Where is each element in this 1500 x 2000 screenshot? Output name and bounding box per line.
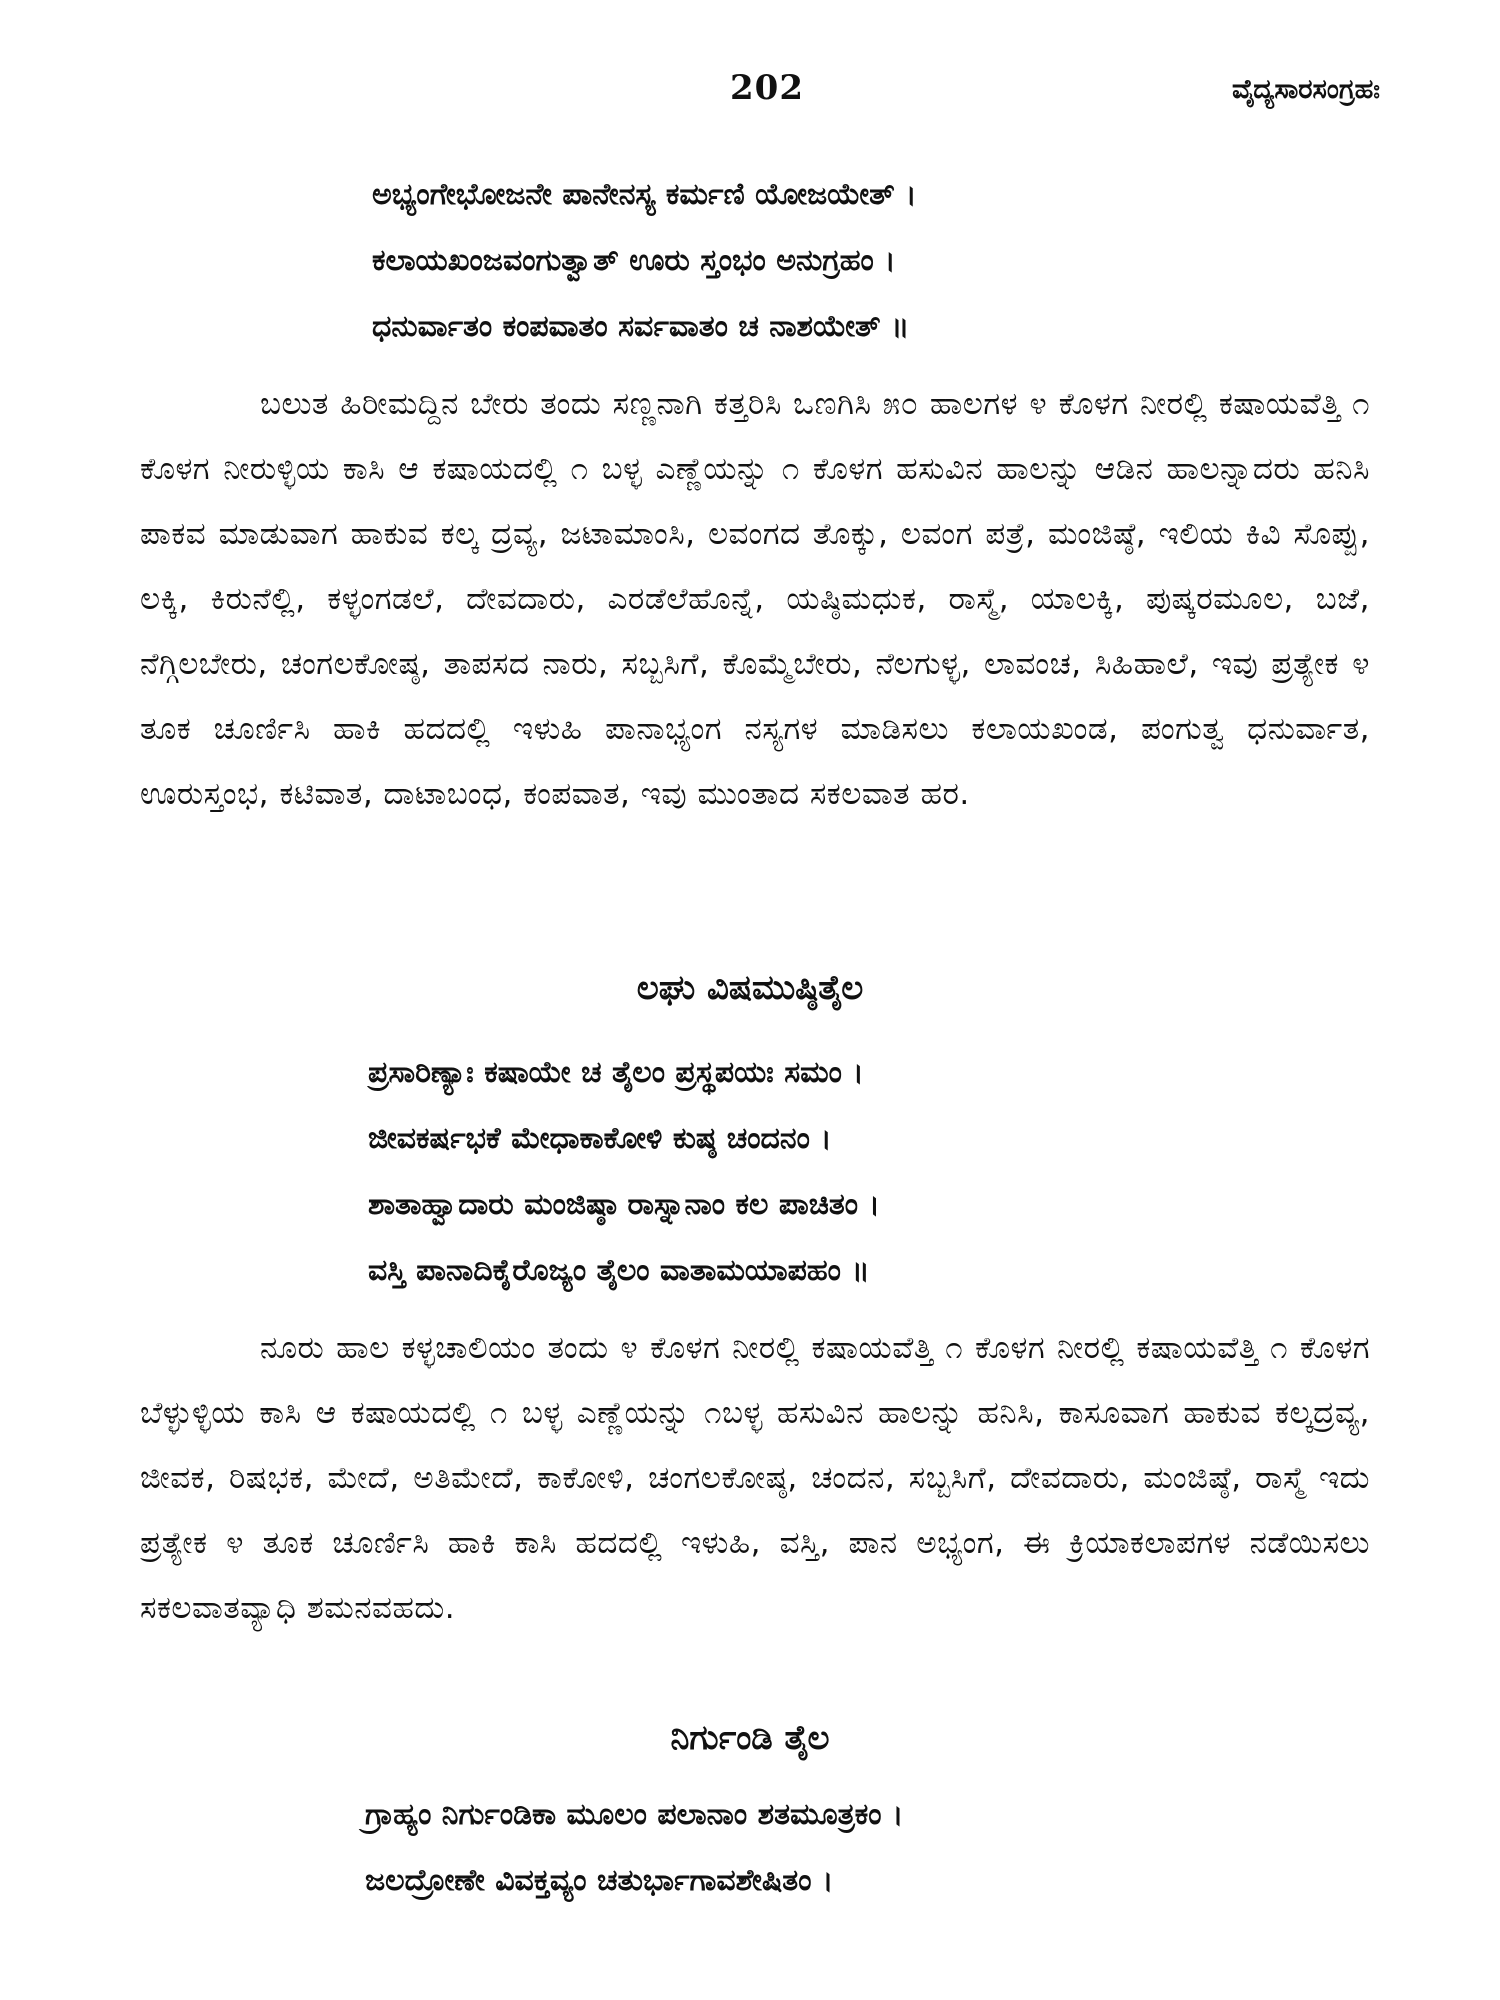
sanskrit-verse-2: [0, 1040, 1500, 1304]
sanskrit-verse-1: [0, 162, 1500, 360]
verse-line: ಶಾತಾಹ್ವಾದಾರು ಮಂಜಿಷ್ಠಾ ರಾಸ್ನಾನಾಂ ಕಲ ಪಾಚಿತಂ ।: [368, 1187, 880, 1222]
section-heading-laghu-vishamushti-taila: ಲಘು ವಿಷಮುಷ್ಠಿತೈಲ: [636, 968, 864, 1008]
paragraph-2: ನೂರು ಹಾಲ ಕಳ್ಳಚಾಲಿಯಂ ತಂದು ೪ ಕೊಳಗ ನೀರಲ್ಲಿ ಕಷಾಯವೆತ್ತಿ ೧ ಕೊಳಗ ನೀರಲ್ಲಿ ಕಷಾಯವೆತ್ತಿ ೧ ಕೊಳಗ ಬೆಳ್ಳುಳ್ಳಿಯ ಕಾಸಿ ಆ ಕಷಾಯದಲ್ಲಿ ೧ ಬಳ್ಳ ಎಣ್ಣೆಯನ್ನು ೧ಬಳ್ಳ ಹಸುವಿನ ಹಾಲನ್ನು ಹನಿಸಿ, ಕಾಸೂವಾಗ ಹಾಕುವ ಕಲ್ಕದ್ರವ್ಯ, ಜೀವಕ, ರಿಷಭಕ, ಮೇದೆ, ಅತಿಮೇದೆ, ಕಾಕೋಳಿ, ಚಂಗಲಕೋಷ್ಠ, ಚಂದನ, ಸಬ್ಬಸಿಗೆ, ದೇವದಾರು, ಮಂಜಿಷ್ಠೆ, ರಾಸ್ಮೆ ಇದು ಪ್ರತ್ಯೇಕ ೪ ತೂಕ ಚೂರ್ಣಿಸಿ ಹಾಕಿ ಕಾಸಿ ಹದದಲ್ಲಿ ಇಳುಹಿ, ವಸ್ತಿ, ಪಾನ ಅಭ್ಯಂಗ, ಈ ಕ್ರಿಯಾಕಲಾಪಗಳ ನಡೆಯಿಸಲು ಸಕಲವಾತವ್ಯಾಧಿ ಶಮನವಹದು.: [140, 1330, 1370, 1626]
page-number: 202: [730, 68, 804, 108]
verse-line: ಗ್ರಾಹ್ಯಂ ನಿರ್ಗುಂಡಿಕಾ ಮೂಲಂ ಪಲಾನಾಂ ಶತಮೂತ್ರಕಂ ।: [365, 1797, 904, 1832]
verse-line: ಧನುರ್ವಾತಂ ಕಂಪವಾತಂ ಸರ್ವವಾತಂ ಚ ನಾಶಯೇತ್ ॥: [372, 309, 910, 344]
verse-line: ಕಲಾಯಖಂಜವಂಗುತ್ವಾತ್ ಊರು ಸ್ತಂಭಂ ಅನುಗ್ರಹಂ ।: [372, 243, 896, 278]
running-title: ವೈದ್ಯಸಾರಸಂಗ್ರಹಃ: [1231, 74, 1380, 105]
section-heading-nirgundi-taila: ನಿರ್ಗುಂಡಿ ತೈಲ: [670, 1718, 830, 1758]
page-header: [0, 68, 1500, 118]
verse-line: ವಸ್ತಿ ಪಾನಾದಿಕೈರೊಜ್ಯಂ ತೈಲಂ ವಾತಾಮಯಾಪಹಂ ॥: [368, 1253, 870, 1288]
verse-line: ಜಲದ್ರೋಣೇ ವಿವಕ್ತವ್ಯಂ ಚತುರ್ಭಾಗಾವಶೇಷಿತಂ ।: [365, 1863, 834, 1898]
verse-line: ಪ್ರಸಾರಿಣ್ಯಾಃ ಕಷಾಯೇ ಚ ತೈಲಂ ಪ್ರಸ್ಥಪಯಃ ಸಮಂ ।: [368, 1055, 864, 1090]
paragraph-1: ಬಲುತ ಹಿರೀಮದ್ದಿನ ಬೇರು ತಂದು ಸಣ್ಣನಾಗಿ ಕತ್ತರಿಸಿ ಒಣಗಿಸಿ ೫೦ ಹಾಲಗಳ ೪ ಕೊಳಗ ನೀರಲ್ಲಿ ಕಷಾಯವೆತ್ತಿ ೧ ಕೊಳಗ ನೀರುಳ್ಳಿಯ ಕಾಸಿ ಆ ಕಷಾಯದಲ್ಲಿ ೧ ಬಳ್ಳ ಎಣ್ಣೆಯನ್ನು ೧ ಕೊಳಗ ಹಸುವಿನ ಹಾಲನ್ನು ಆಡಿನ ಹಾಲನ್ನಾದರು ಹನಿಸಿ ಪಾಕವ ಮಾಡುವಾಗ ಹಾಕುವ ಕಲ್ಕ ದ್ರವ್ಯ, ಜಟಾಮಾಂಸಿ, ಲವಂಗದ ತೊಕ್ಕು, ಲವಂಗ ಪತ್ರೆ, ಮಂಜಿಷ್ಠೆ, ಇಲಿಯ ಕಿವಿ ಸೊಪ್ಪು, ಲಕ್ಕಿ, ಕಿರುನೆಲ್ಲಿ, ಕಳ್ಳಂಗಡಲೆ, ದೇವದಾರು, ಎರಡೆಲೆಹೊನ್ನೆ, ಯಷ್ಠಿಮಧುಕ, ರಾಸ್ಮೆ, ಯಾಲಕ್ಕಿ, ಪುಷ್ಕರಮೂಲ, ಬಜೆ, ನೆಗ್ಗಿಲಬೇರು, ಚಂಗಲಕೋಷ್ಠ, ತಾಪಸದ ನಾರು, ಸಬ್ಬಸಿಗೆ, ಕೊಮ್ಮೆಬೇರು, ನೆಲಗುಳ್ಳ, ಲಾವಂಚ, ಸಿಹಿಹಾಲೆ, ಇವು ಪ್ರತ್ಯೇಕ ೪ ತೂಕ ಚೂರ್ಣಿಸಿ ಹಾಕಿ ಹದದಲ್ಲಿ ಇಳುಹಿ ಪಾನಾಭ್ಯಂಗ ನಸ್ಯಗಳ ಮಾಡಿಸಲು ಕಲಾಯಖಂಡ, ಪಂಗುತ್ವ ಧನುರ್ವಾತ, ಊರುಸ್ತಂಭ, ಕಟಿವಾತ, ದಾಟಾಬಂಧ, ಕಂಪವಾತ, ಇವು ಮುಂತಾದ ಸಕಲವಾತ ಹರ.: [140, 386, 1370, 812]
verse-line: ಅಭ್ಯಂಗೇಭೋಜನೇ ಪಾನೇನಸ್ಯ ಕರ್ಮಣಿ ಯೋಜಯೇತ್ ।: [372, 177, 917, 212]
sanskrit-verse-3: [0, 1782, 1500, 1914]
verse-line: ಜೀವಕರ್ಷಭಕೆ ಮೇಧಾಕಾಕೋಳಿ ಕುಷ್ಠ ಚಂದನಂ ।: [368, 1121, 832, 1156]
